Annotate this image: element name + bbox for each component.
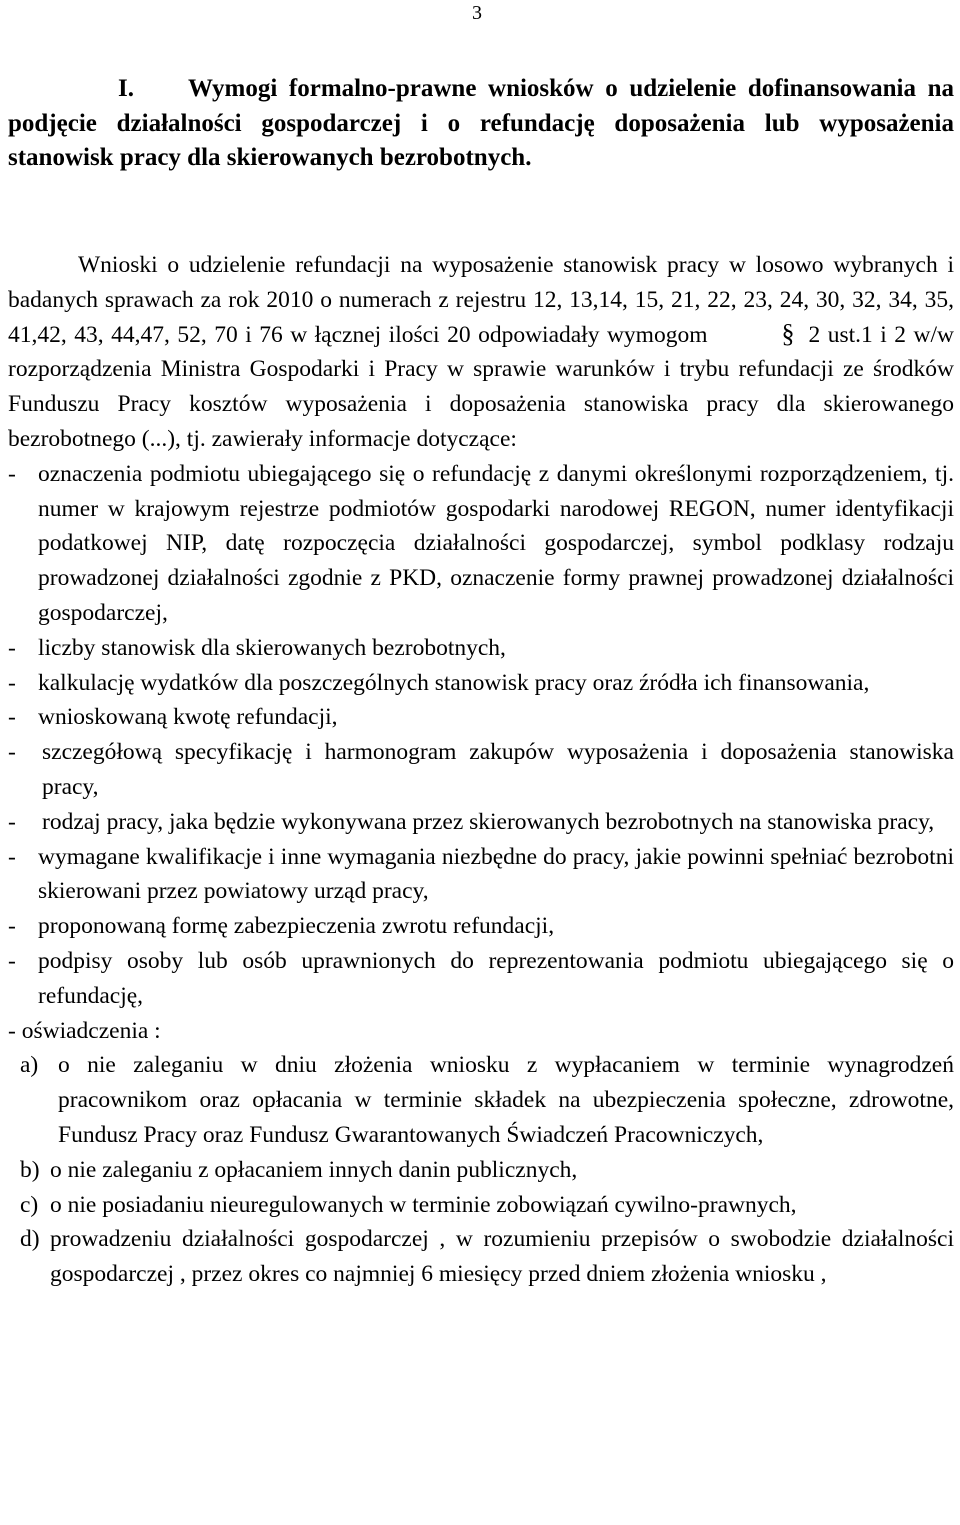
list-item	[8, 700, 954, 735]
declaration-marker: b)	[20, 1156, 40, 1183]
declaration-text: o nie zaleganiu w dniu złożenia wniosku z wypłacaniem w terminie wynagrodzeń pracownikom oraz opłacania w terminie składek na ubezpieczenia społeczne, zdrowotne, Fundusz Pracy oraz Fundusz Gwarantowanych Świadczeń Pracowniczych,	[58, 1052, 954, 1148]
list-item	[8, 805, 954, 840]
list-item-text: rodzaj pracy, jaka będzie wykonywana przez skierowanych bezrobotnych na stanowiska pracy,	[42, 808, 935, 835]
declaration-text: o nie zaleganiu z opłacaniem innych danin publicznych,	[50, 1156, 578, 1183]
declaration-marker: a)	[20, 1052, 39, 1079]
dash-marker: -	[8, 808, 16, 835]
list-item-text: oznaczenia podmiotu ubiegającego się o refundację z danymi określonymi rozporządzeniem, tj. numer w krajowym rejestrze podmiotów gospodarki narodowej REGON, numer identyfikacji podatkowej NIP, datę rozpoczęcia działalności gospodarczej, symbol podklasy rodzaju prowadzonej działalności zgodnie z PKD, oznaczenie formy prawnej prowadzonej działalności gospodarczej,	[38, 460, 954, 626]
intro-paragraph	[8, 248, 954, 457]
list-item-text: wnioskowaną kwotę refundacji,	[38, 704, 338, 731]
list-item-text: proponowaną formę zabezpieczenia zwrotu refundacji,	[38, 913, 555, 940]
list-item	[8, 840, 954, 910]
dash-marker: -	[8, 669, 16, 696]
declaration-item-d	[8, 1222, 954, 1292]
declarations-list	[8, 1048, 954, 1292]
declaration-item-c	[8, 1188, 954, 1223]
list-item-text: liczby stanowisk dla skierowanych bezrobotnych,	[38, 634, 506, 661]
dash-marker: -	[8, 913, 16, 940]
intro-text-start: Wnioski o udzielenie refundacji na wyposażenie stanowisk pracy w losowo wybranych i badanych sprawach za rok 2010 o numerach z rejestru 12, 13,14, 15, 21, 22, 23, 24, 30, 32, 34, 35, 41,42, 43, 44,47, 52, 70 i 76 w łącznej ilości 20 odpowiadały wymogom	[8, 252, 954, 348]
list-item-text: podpisy osoby lub osób uprawnionych do reprezentowania podmiotu ubiegającego się o refundację,	[38, 947, 954, 1009]
section-heading	[8, 72, 954, 176]
list-item-text: wymagane kwalifikacje i inne wymagania niezbędne do pracy, jakie powinni spełniać bezrobotni skierowani przez powiatowy urząd pracy,	[38, 843, 954, 905]
dash-marker: -	[8, 460, 16, 487]
section-symbol: §	[781, 318, 795, 348]
section-number: I.	[118, 75, 134, 102]
list-item	[8, 457, 954, 631]
list-item	[8, 944, 954, 1014]
dash-marker: -	[8, 947, 16, 974]
list-item	[8, 735, 954, 805]
intro-text-end: 2 ust.1 i 2 w/w rozporządzenia Ministra Gospodarki i Pracy w sprawie warunków i trybu refundacji ze środków Funduszu Pracy kosztów wyposażenia i doposażenia stanowiska pracy dla skierowanego bezrobotnego (...), tj. zawierały informacje dotyczące:	[8, 321, 954, 452]
dash-marker: -	[8, 739, 16, 766]
declaration-text: o nie posiadaniu nieuregulowanych w terminie zobowiązań cywilno-prawnych,	[50, 1191, 797, 1218]
dash-marker: -	[8, 704, 16, 731]
declaration-item-b	[8, 1153, 954, 1188]
list-item-text: kalkulację wydatków dla poszczególnych stanowisk pracy oraz źródła ich finansowania,	[38, 669, 870, 696]
document-body	[8, 248, 954, 1292]
requirements-list	[8, 457, 954, 1014]
declaration-text: prowadzeniu działalności gospodarczej , w rozumieniu przepisów o swobodzie działalności gospodarczej , przez okres co najmniej 6 miesięcy przed dniem złożenia wniosku ,	[50, 1226, 954, 1288]
section-heading-text: Wymogi formalno-prawne wniosków o udzielenie dofinansowania na podjęcie działalności gospodarczej i o refundację doposażenia lub wyposażenia stanowisk pracy dla skierowanych bezrobotnych.	[8, 75, 954, 171]
dash-marker: -	[8, 634, 16, 661]
declaration-item-a	[8, 1048, 954, 1152]
list-item	[8, 909, 954, 944]
page-number: 3	[472, 2, 482, 24]
dash-marker: -	[8, 843, 16, 870]
list-item	[8, 666, 954, 701]
declaration-marker: d)	[20, 1226, 40, 1253]
declarations-title: - oświadczenia :	[8, 1017, 161, 1044]
list-item-text: szczegółową specyfikację i harmonogram zakupów wyposażenia i doposażenia stanowiska pracy,	[42, 739, 954, 800]
list-item	[8, 631, 954, 666]
declaration-marker: c)	[20, 1191, 39, 1218]
